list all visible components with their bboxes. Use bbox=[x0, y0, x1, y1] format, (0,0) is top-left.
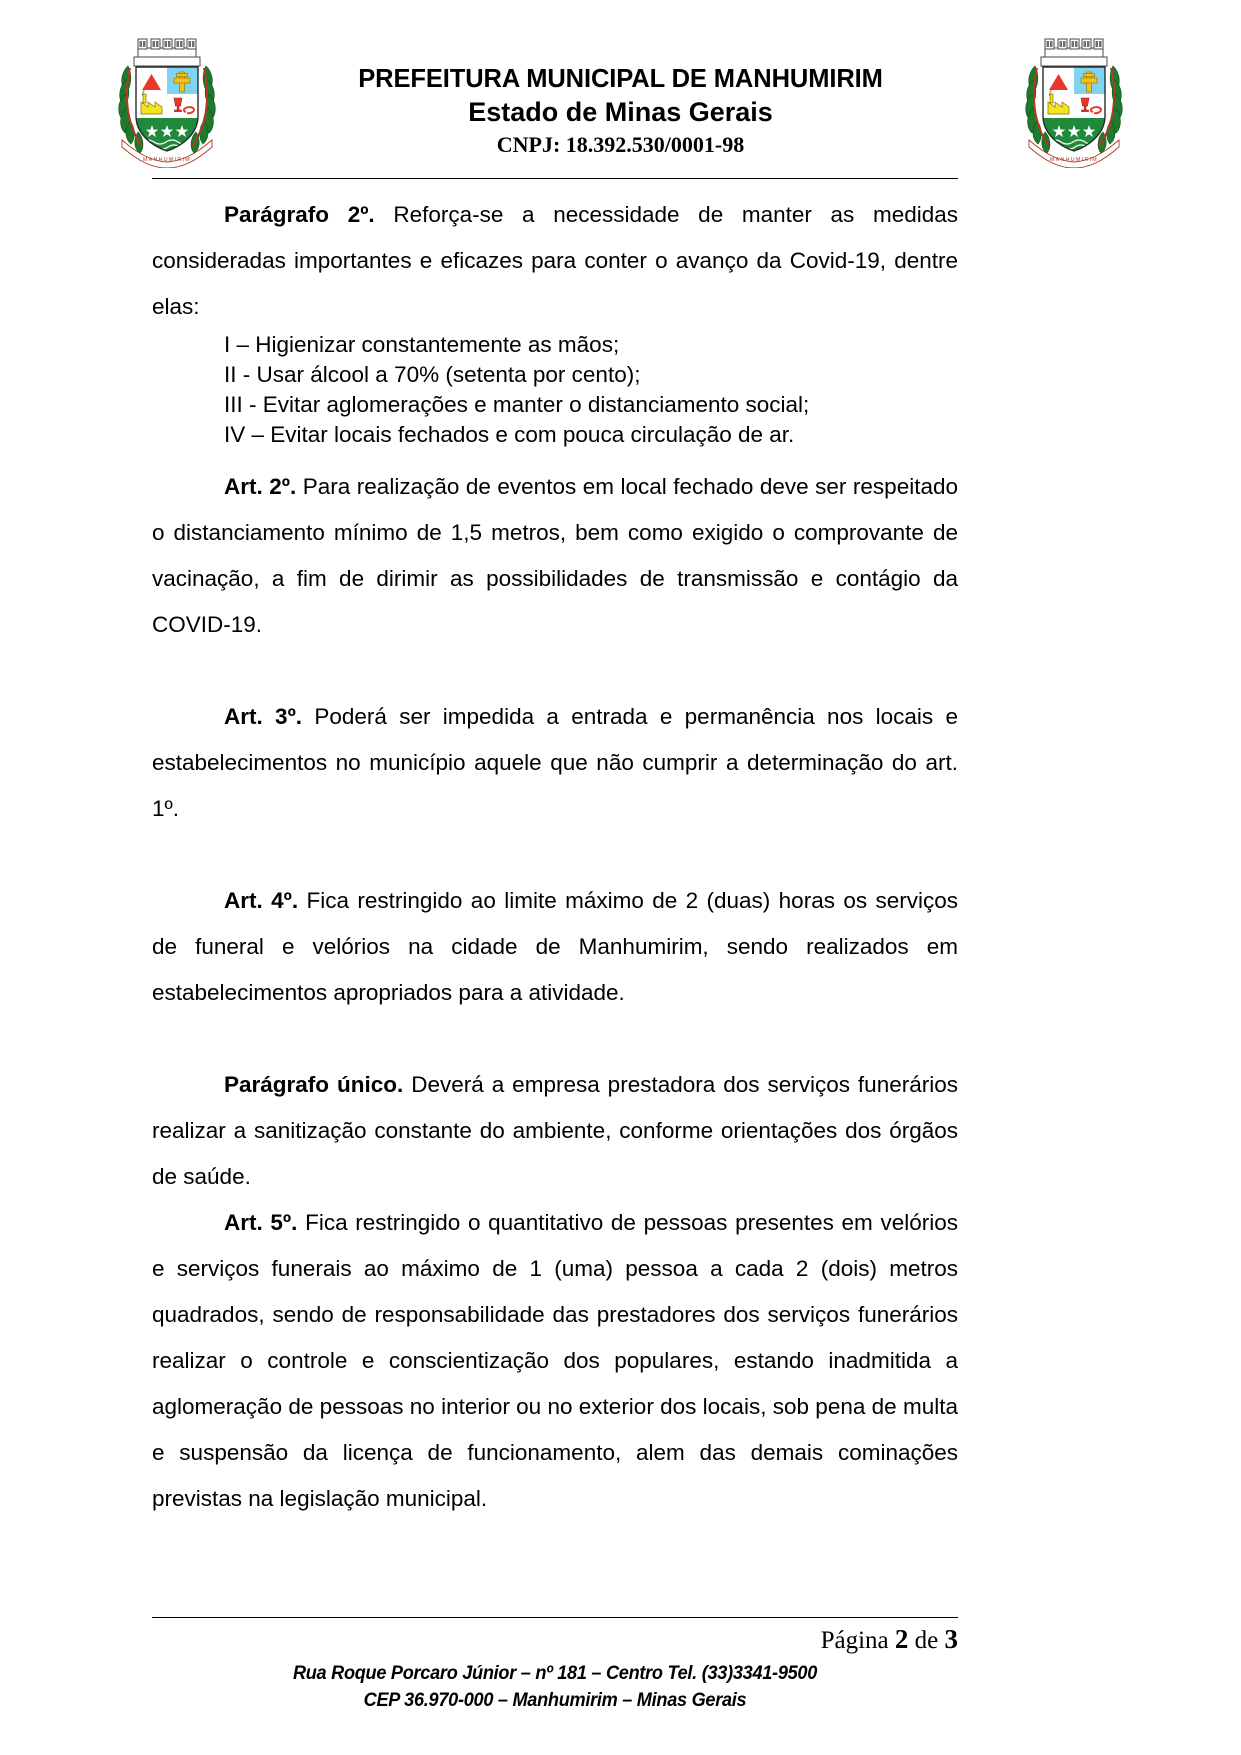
footer-address bbox=[180, 1660, 930, 1714]
page-number-current: 2 bbox=[894, 1624, 909, 1654]
footer-divider bbox=[152, 1617, 958, 1618]
art-3-text: Poderá ser impedida a entrada e permanência nos locais e estabelecimentos no município aquele que não cumprir a determinação do art. 1º. bbox=[152, 704, 958, 821]
coat-of-arms-right-icon bbox=[1015, 28, 1133, 168]
art-5-text: Fica restringido o quantitativo de pessoas presentes em velórios e serviços funerais ao máximo de 1 (uma) pessoa a cada 2 (dois) metros quadrados, sendo de responsabilidade das prestadores dos serviços funerários realizar o controle e conscientização dos populares, estando inadmitida a aglomeração de pessoas no interior ou no exterior dos locais, sob pena de multa e suspensão da licença de funcionamento, alem das demais cominações previstas na legislação municipal. bbox=[152, 1210, 959, 1511]
incisos-list bbox=[152, 330, 958, 450]
spacer bbox=[152, 1016, 958, 1062]
document-body bbox=[152, 192, 958, 1522]
paragraph-art-2 bbox=[152, 464, 958, 648]
spacer bbox=[152, 450, 958, 464]
paragraph-art-4 bbox=[152, 878, 958, 1016]
paragraph-paragrafo-2 bbox=[152, 192, 958, 330]
page-number bbox=[152, 1622, 958, 1658]
document-header bbox=[108, 28, 1133, 168]
art-4-label: Art. 4º. bbox=[224, 888, 299, 913]
header-title-block bbox=[226, 28, 1015, 158]
paragrafo-2-label: Parágrafo 2º. bbox=[224, 202, 375, 227]
paragraph-art-5 bbox=[152, 1200, 958, 1522]
footer-address-line-2: CEP 36.970-000 – Manhumirim – Minas Gerais bbox=[363, 1689, 747, 1711]
header-title-prefeitura: PREFEITURA MUNICIPAL DE MANHUMIRIM bbox=[358, 65, 883, 93]
list-item: I – Higienizar constantemente as mãos; bbox=[224, 332, 620, 357]
spacer bbox=[152, 648, 958, 694]
paragraph-paragrafo-unico bbox=[152, 1062, 958, 1200]
page-number-total: 3 bbox=[944, 1624, 958, 1654]
art-5-label: Art. 5º. bbox=[224, 1210, 298, 1235]
header-divider bbox=[152, 178, 958, 179]
paragrafo-2-text: Reforça-se a necessidade de manter as medidas consideradas importantes e eficazes para conter o avanço da Covid-19, dentre elas: bbox=[152, 202, 958, 319]
paragraph-art-3 bbox=[152, 694, 958, 832]
svg-text:MANHUMIRIM: MANHUMIRIM bbox=[1049, 157, 1099, 163]
page-number-label: Página bbox=[820, 1627, 889, 1654]
art-2-text: Para realização de eventos em local fechado deve ser respeitado o distanciamento mínimo de 1,5 metros, bem como exigido o comprovante de vacinação, a fim de dirimir as possibilidades de transmissão e contágio da COVID-19. bbox=[152, 474, 958, 637]
paragrafo-unico-label: Parágrafo único. bbox=[224, 1072, 404, 1097]
page-number-connector: de bbox=[914, 1627, 939, 1654]
list-item: II - Usar álcool a 70% (setenta por cento); bbox=[224, 362, 641, 387]
coat-of-arms-left-icon bbox=[108, 28, 226, 168]
art-2-label: Art. 2º. bbox=[224, 474, 297, 499]
header-title-estado: Estado de Minas Gerais bbox=[468, 97, 773, 128]
footer-address-line-1: Rua Roque Porcaro Júnior – nº 181 – Centro Tel. (33)3341-9500 bbox=[292, 1662, 818, 1684]
list-item: III - Evitar aglomerações e manter o distanciamento social; bbox=[224, 392, 810, 417]
header-cnpj: CNPJ: 18.392.530/0001-98 bbox=[496, 131, 745, 157]
paragrafo-unico-text: Deverá a empresa prestadora dos serviços funerários realizar a sanitização constante do ambiente, conforme orientações dos órgãos de saúde. bbox=[152, 1072, 958, 1189]
list-item: IV – Evitar locais fechados e com pouca circulação de ar. bbox=[224, 422, 795, 447]
art-4-text: Fica restringido ao limite máximo de 2 (duas) horas os serviços de funeral e velórios na cidade de Manhumirim, sendo realizados em estabelecimentos apropriados para a atividade. bbox=[152, 888, 958, 1005]
spacer bbox=[152, 832, 958, 878]
art-3-label: Art. 3º. bbox=[224, 704, 303, 729]
svg-text:MANHUMIRIM: MANHUMIRIM bbox=[142, 157, 192, 163]
